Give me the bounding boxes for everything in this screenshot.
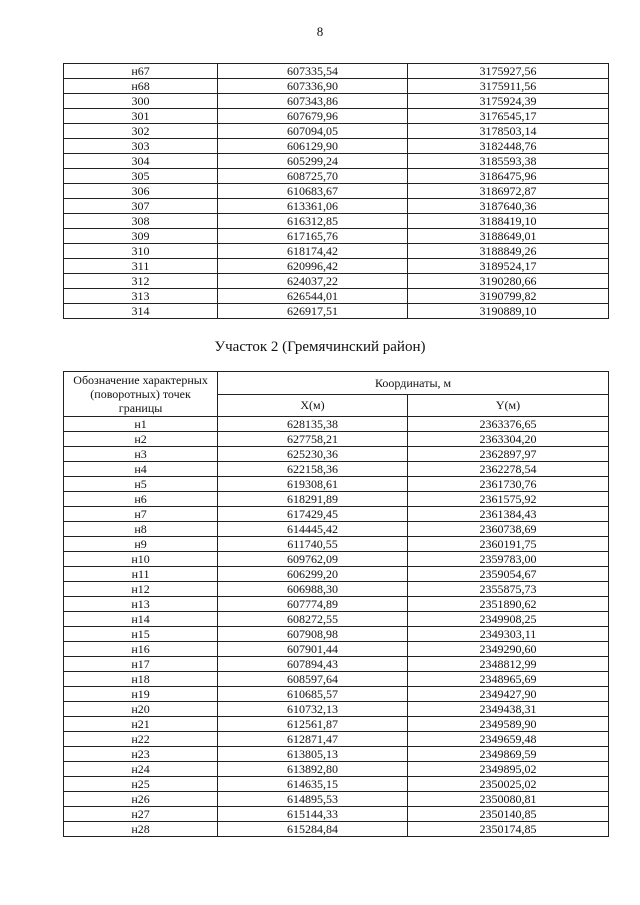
table-row (64, 94, 609, 109)
x-coordinate-cell: 628135,38 (218, 417, 408, 432)
header-x-label: X(м) (218, 394, 408, 417)
y-coordinate-cell: 2348812,99 (407, 657, 608, 672)
point-id-cell: н16 (64, 642, 218, 657)
point-id-cell: н2 (64, 432, 218, 447)
point-id-cell: 309 (64, 229, 218, 244)
point-id-cell: н3 (64, 447, 218, 462)
x-coordinate-cell: 610685,57 (218, 687, 408, 702)
x-coordinate-cell: 617165,76 (218, 229, 408, 244)
point-id-cell: 307 (64, 199, 218, 214)
x-coordinate-cell: 615284,84 (218, 822, 408, 837)
coordinates-table-2-body (64, 417, 609, 837)
table-row (64, 229, 609, 244)
table-row (64, 552, 609, 567)
table-row (64, 702, 609, 717)
table-row (64, 492, 609, 507)
x-coordinate-cell: 605299,24 (218, 154, 408, 169)
y-coordinate-cell: 3182448,76 (407, 139, 608, 154)
point-id-cell: н24 (64, 762, 218, 777)
point-id-cell: н23 (64, 747, 218, 762)
coordinates-table-2 (63, 371, 609, 837)
point-id-cell: 305 (64, 169, 218, 184)
y-coordinate-cell: 2350080,81 (407, 792, 608, 807)
point-id-cell: 306 (64, 184, 218, 199)
x-coordinate-cell: 607094,05 (218, 124, 408, 139)
y-coordinate-cell: 2349895,02 (407, 762, 608, 777)
x-coordinate-cell: 607336,90 (218, 79, 408, 94)
table-row (64, 274, 609, 289)
point-id-cell: 312 (64, 274, 218, 289)
point-id-cell: 310 (64, 244, 218, 259)
point-id-cell: н6 (64, 492, 218, 507)
point-id-cell: н7 (64, 507, 218, 522)
table-row (64, 124, 609, 139)
x-coordinate-cell: 622158,36 (218, 462, 408, 477)
point-id-cell: н14 (64, 612, 218, 627)
y-coordinate-cell: 2360191,75 (407, 537, 608, 552)
x-coordinate-cell: 607894,43 (218, 657, 408, 672)
point-id-cell: н10 (64, 552, 218, 567)
table-row (64, 507, 609, 522)
table-row (64, 522, 609, 537)
table-row (64, 432, 609, 447)
x-coordinate-cell: 620996,42 (218, 259, 408, 274)
x-coordinate-cell: 613361,06 (218, 199, 408, 214)
y-coordinate-cell: 3175927,56 (407, 64, 608, 79)
table-row (64, 537, 609, 552)
y-coordinate-cell: 3176545,17 (407, 109, 608, 124)
y-coordinate-cell: 2362278,54 (407, 462, 608, 477)
x-coordinate-cell: 607343,86 (218, 94, 408, 109)
x-coordinate-cell: 613805,13 (218, 747, 408, 762)
point-id-cell: н15 (64, 627, 218, 642)
point-id-cell: н12 (64, 582, 218, 597)
y-coordinate-cell: 3189524,17 (407, 259, 608, 274)
table-row (64, 672, 609, 687)
y-coordinate-cell: 2359783,00 (407, 552, 608, 567)
x-coordinate-cell: 614445,42 (218, 522, 408, 537)
y-coordinate-cell: 3185593,38 (407, 154, 608, 169)
point-id-cell: н9 (64, 537, 218, 552)
x-coordinate-cell: 607901,44 (218, 642, 408, 657)
x-coordinate-cell: 609762,09 (218, 552, 408, 567)
point-id-cell: 302 (64, 124, 218, 139)
x-coordinate-cell: 625230,36 (218, 447, 408, 462)
x-coordinate-cell: 606129,90 (218, 139, 408, 154)
point-id-cell: 303 (64, 139, 218, 154)
table-row (64, 582, 609, 597)
y-coordinate-cell: 3178503,14 (407, 124, 608, 139)
x-coordinate-cell: 608272,55 (218, 612, 408, 627)
coordinates-table-1 (63, 63, 609, 319)
y-coordinate-cell: 3188419,10 (407, 214, 608, 229)
coordinates-table-1-body (64, 64, 609, 319)
y-coordinate-cell: 2363376,65 (407, 417, 608, 432)
y-coordinate-cell: 3190889,10 (407, 304, 608, 319)
header-y-label: Y(м) (407, 394, 608, 417)
point-id-cell: н11 (64, 567, 218, 582)
x-coordinate-cell: 624037,22 (218, 274, 408, 289)
table-row (64, 747, 609, 762)
y-coordinate-cell: 3186475,96 (407, 169, 608, 184)
y-coordinate-cell: 2359054,67 (407, 567, 608, 582)
x-coordinate-cell: 626917,51 (218, 304, 408, 319)
table-row (64, 259, 609, 274)
table-row (64, 304, 609, 319)
y-coordinate-cell: 2350174,85 (407, 822, 608, 837)
x-coordinate-cell: 612561,87 (218, 717, 408, 732)
y-coordinate-cell: 3188849,26 (407, 244, 608, 259)
x-coordinate-cell: 606988,30 (218, 582, 408, 597)
table-row (64, 597, 609, 612)
y-coordinate-cell: 2349908,25 (407, 612, 608, 627)
point-id-cell: н25 (64, 777, 218, 792)
y-coordinate-cell: 2350025,02 (407, 777, 608, 792)
y-coordinate-cell: 2361575,92 (407, 492, 608, 507)
point-id-cell: н22 (64, 732, 218, 747)
y-coordinate-cell: 2363304,20 (407, 432, 608, 447)
point-id-cell: н13 (64, 597, 218, 612)
point-id-cell: н8 (64, 522, 218, 537)
table-row (64, 762, 609, 777)
x-coordinate-cell: 608597,64 (218, 672, 408, 687)
point-id-cell: 308 (64, 214, 218, 229)
x-coordinate-cell: 612871,47 (218, 732, 408, 747)
point-id-cell: н5 (64, 477, 218, 492)
x-coordinate-cell: 614635,15 (218, 777, 408, 792)
x-coordinate-cell: 615144,33 (218, 807, 408, 822)
table-row (64, 807, 609, 822)
x-coordinate-cell: 610732,13 (218, 702, 408, 717)
point-id-cell: н1 (64, 417, 218, 432)
table-row (64, 109, 609, 124)
table-row (64, 567, 609, 582)
page-number: 8 (316, 24, 324, 39)
point-id-cell: 314 (64, 304, 218, 319)
x-coordinate-cell: 614895,53 (218, 792, 408, 807)
table-row (64, 627, 609, 642)
table-row (64, 214, 609, 229)
y-coordinate-cell: 2361384,43 (407, 507, 608, 522)
table-row (64, 199, 609, 214)
table-row (64, 64, 609, 79)
x-coordinate-cell: 607679,96 (218, 109, 408, 124)
header-point-label: Обозначение характерных (поворотных) точек границы (64, 372, 218, 417)
table-row (64, 139, 609, 154)
y-coordinate-cell: 2349290,60 (407, 642, 608, 657)
table-row (64, 462, 609, 477)
point-id-cell: 301 (64, 109, 218, 124)
x-coordinate-cell: 627758,21 (218, 432, 408, 447)
y-coordinate-cell: 2349303,11 (407, 627, 608, 642)
x-coordinate-cell: 607335,54 (218, 64, 408, 79)
y-coordinate-cell: 2360738,69 (407, 522, 608, 537)
point-id-cell: 304 (64, 154, 218, 169)
point-id-cell: н27 (64, 807, 218, 822)
y-coordinate-cell: 2349438,31 (407, 702, 608, 717)
x-coordinate-cell: 611740,55 (218, 537, 408, 552)
table-row (64, 777, 609, 792)
table-row (64, 289, 609, 304)
x-coordinate-cell: 606299,20 (218, 567, 408, 582)
x-coordinate-cell: 610683,67 (218, 184, 408, 199)
table-row (64, 732, 609, 747)
point-id-cell: н26 (64, 792, 218, 807)
x-coordinate-cell: 608725,70 (218, 169, 408, 184)
y-coordinate-cell: 3190280,66 (407, 274, 608, 289)
table-row (64, 657, 609, 672)
x-coordinate-cell: 613892,80 (218, 762, 408, 777)
section-title: Участок 2 (Гремячинский район) (214, 339, 426, 355)
point-id-cell: н4 (64, 462, 218, 477)
point-id-cell: 311 (64, 259, 218, 274)
x-coordinate-cell: 619308,61 (218, 477, 408, 492)
x-coordinate-cell: 618291,89 (218, 492, 408, 507)
y-coordinate-cell: 2349659,48 (407, 732, 608, 747)
x-coordinate-cell: 617429,45 (218, 507, 408, 522)
y-coordinate-cell: 2349869,59 (407, 747, 608, 762)
y-coordinate-cell: 2361730,76 (407, 477, 608, 492)
y-coordinate-cell: 2349427,90 (407, 687, 608, 702)
y-coordinate-cell: 3186972,87 (407, 184, 608, 199)
table-row (64, 717, 609, 732)
point-id-cell: н28 (64, 822, 218, 837)
y-coordinate-cell: 3190799,82 (407, 289, 608, 304)
table-row (64, 447, 609, 462)
x-coordinate-cell: 607774,89 (218, 597, 408, 612)
y-coordinate-cell: 2348965,69 (407, 672, 608, 687)
table-row (64, 184, 609, 199)
point-id-cell: н67 (64, 64, 218, 79)
x-coordinate-cell: 616312,85 (218, 214, 408, 229)
table-row (64, 154, 609, 169)
y-coordinate-cell: 3175924,39 (407, 94, 608, 109)
header-coordinates-label: Координаты, м (218, 372, 609, 395)
table-row (64, 792, 609, 807)
table-row (64, 417, 609, 432)
y-coordinate-cell: 2362897,97 (407, 447, 608, 462)
point-id-cell: 300 (64, 94, 218, 109)
y-coordinate-cell: 3187640,36 (407, 199, 608, 214)
y-coordinate-cell: 2351890,62 (407, 597, 608, 612)
y-coordinate-cell: 2350140,85 (407, 807, 608, 822)
table-row (64, 687, 609, 702)
point-id-cell: н18 (64, 672, 218, 687)
table-row (64, 169, 609, 184)
point-id-cell: н17 (64, 657, 218, 672)
point-id-cell: 313 (64, 289, 218, 304)
point-id-cell: н68 (64, 79, 218, 94)
table-row (64, 477, 609, 492)
x-coordinate-cell: 626544,01 (218, 289, 408, 304)
point-id-cell: н19 (64, 687, 218, 702)
table-row (64, 79, 609, 94)
point-id-cell: н20 (64, 702, 218, 717)
x-coordinate-cell: 618174,42 (218, 244, 408, 259)
y-coordinate-cell: 2349589,90 (407, 717, 608, 732)
y-coordinate-cell: 3175911,56 (407, 79, 608, 94)
x-coordinate-cell: 607908,98 (218, 627, 408, 642)
y-coordinate-cell: 2355875,73 (407, 582, 608, 597)
y-coordinate-cell: 3188649,01 (407, 229, 608, 244)
table-row (64, 642, 609, 657)
table-row (64, 822, 609, 837)
table-row (64, 244, 609, 259)
point-id-cell: н21 (64, 717, 218, 732)
table-row (64, 612, 609, 627)
